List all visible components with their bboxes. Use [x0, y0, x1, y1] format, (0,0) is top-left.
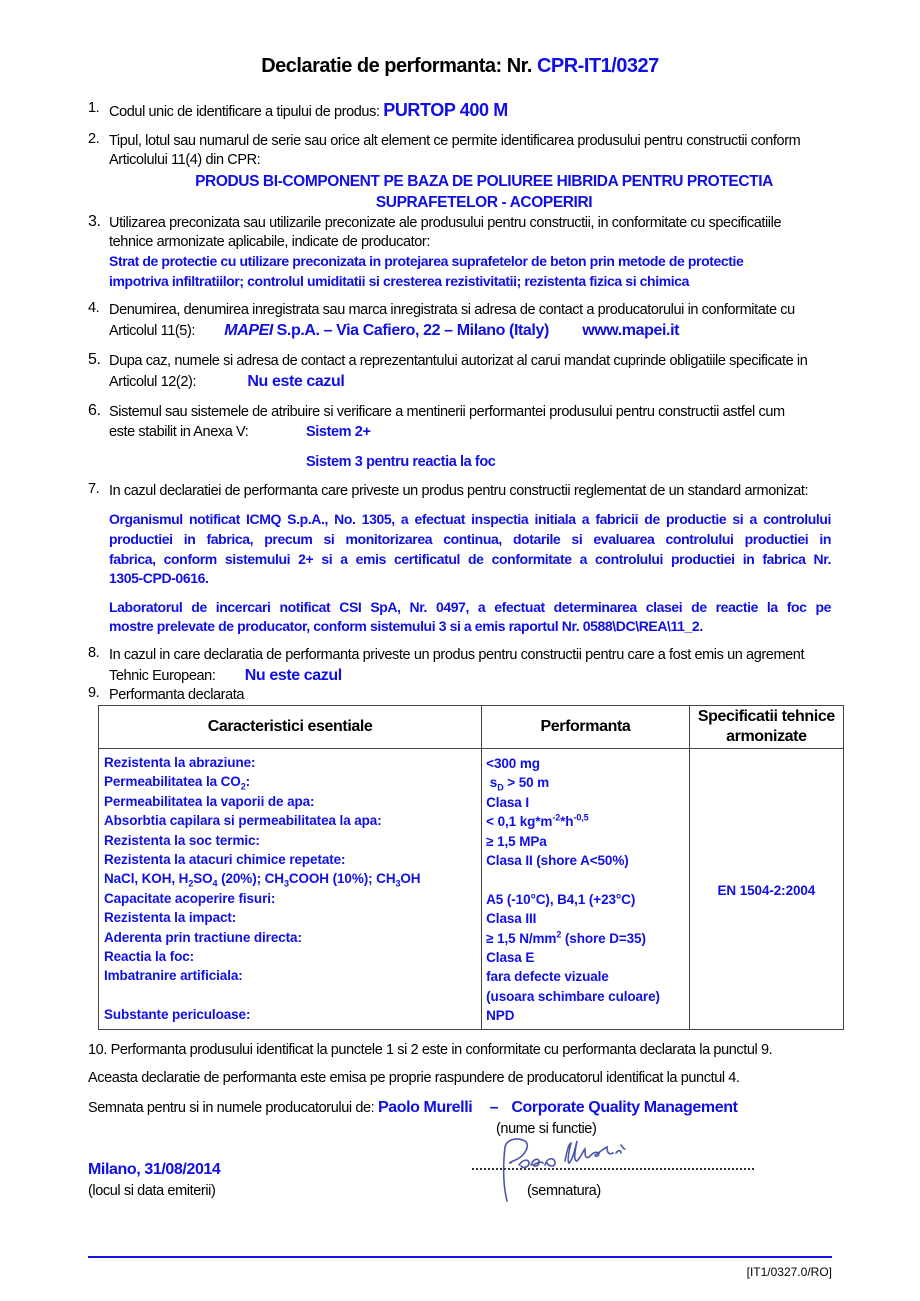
notified-body-para1-l4: 1305-CPD-0616.	[109, 570, 209, 586]
list-item: Rezistenta la atacuri chimice repetate:	[104, 851, 346, 867]
item-4-line1: Denumirea, denumirea inregistrata sau marca inregistrata si adresa de contact a producatorului in conformitate cu	[109, 302, 795, 318]
list-item: A5 (-10°C), B4,1 (+23°C)	[486, 891, 636, 907]
item-3-line1: Utilizarea preconizata sau utilizarile preconizate ale produsului pentru constructii, in conformitate cu specificatiile	[109, 215, 782, 231]
list-item: Rezistenta la abraziune:	[104, 755, 256, 770]
harmonised-standard: EN 1504-2:2004	[717, 883, 816, 898]
eta-value: Nu este cazul	[244, 667, 342, 684]
header-specification-line1: Specificatii tehnice	[697, 708, 835, 725]
product-code: PURTOP 400 M	[383, 100, 508, 120]
table-header-row	[99, 706, 844, 749]
list-item: ≥ 1,5 $N/mm^2$ (shore D=35)	[486, 929, 646, 946]
list-item: Reactia la foc:	[104, 948, 195, 964]
title-prefix: Declaratie de performanta: Nr.	[261, 55, 532, 77]
footer-divider	[88, 1256, 832, 1258]
table-row	[99, 749, 844, 1030]
signature-caption: (semnatura)	[527, 1183, 601, 1199]
performance-table	[98, 705, 844, 1030]
notified-lab-para2-l1: Laboratorul de incercari notificat CSI SpA, Nr. 0497, a efectuat determinarea clasei de reactie la foc pe	[109, 599, 831, 615]
item-6-number: 6.	[88, 402, 101, 419]
item-6-line2: este stabilit in Anexa V:	[109, 424, 249, 440]
specification-cell	[689, 749, 843, 1030]
product-type-line2: SUPRAFETELOR - ACOPERIRI	[375, 194, 593, 211]
item-4-label: Articolul 11(5):	[109, 323, 196, 339]
manufacturer-website: www.mapei.it	[582, 322, 680, 339]
intended-use-line2: impotriva infiltratiilor; controlul umiditatii si cresterea rezistivitatii; rezistenta fizica si chimica	[109, 273, 690, 289]
list-item	[486, 870, 689, 889]
name-caption: (nume si functie)	[496, 1121, 597, 1137]
item-2-number: 2.	[88, 131, 100, 147]
header-specification	[689, 706, 843, 749]
list-item: Clasa E	[486, 949, 535, 965]
item-1-number: 1.	[88, 100, 100, 116]
performance-list	[486, 754, 689, 1025]
avcp-system-1: Sistem 2+	[306, 424, 371, 440]
list-item: (usoara schimbare culoare)	[486, 988, 660, 1004]
list-item: Clasa II (shore A<50%)	[486, 852, 629, 868]
place-and-date: Milano, 31/08/2014	[88, 1161, 221, 1178]
place-and-date-caption: (locul si data emiterii)	[88, 1183, 216, 1199]
notified-body-para1-l2: productiei in fabrica, precum si monitorizarea continua, dotarile si evaluarea controlului productiei in	[109, 531, 831, 547]
responsibility-statement: Aceasta declaratie de performanta este emisa pe proprie raspundere de producatorul identificat la punctul 4.	[88, 1070, 740, 1086]
header-performance: Performanta	[482, 706, 690, 749]
list-item: Rezistenta la impact:	[104, 910, 237, 926]
item-5-number: 5.	[88, 351, 101, 368]
item-4-line2	[109, 320, 679, 342]
list-item: Permeabilitatea la vaporii de apa:	[104, 793, 315, 809]
list-item: NaCl, KOH, $H_2SO_4$ (20%); $CH_3COOH$ (10%); $CH_3OH$	[104, 871, 421, 890]
item-1	[109, 100, 508, 123]
header-specification-line2: armonizate	[726, 728, 807, 745]
list-item: ≥ 1,5 MPa	[486, 833, 547, 849]
notified-body-para1-l1: Organismul notificat ICMQ S.p.A., No. 1305, a efectuat inspectia initiala a fabricii de productie si a controlului	[109, 511, 831, 527]
avcp-system-2: Sistem 3 pentru reactia la foc	[306, 454, 496, 470]
product-type-line1: PRODUS BI-COMPONENT PE BAZA DE POLIUREE HIBRIDA PENTRU PROTECTIA	[195, 173, 773, 190]
list-item: $s_D > 50$ m	[486, 775, 550, 794]
notified-body-para1-l3: fabrica, conform sistemului 2+ si a emis certificatul de conformitate a controlului productiei in fabrica Nr.	[109, 551, 831, 567]
list-item: <300 mg	[486, 756, 540, 771]
document-title	[0, 55, 920, 78]
document-reference: [IT1/0327.0/RO]	[746, 1265, 832, 1279]
item-5-label: Articolul 12(2):	[109, 374, 197, 390]
characteristics-list	[104, 753, 481, 1024]
list-item: Clasa I	[486, 794, 529, 810]
signer-dash: –	[489, 1099, 499, 1116]
item-9-number: 9.	[88, 685, 100, 701]
declaration-number: CPR-IT1/0327	[536, 55, 659, 77]
list-item: NPD	[486, 1008, 515, 1024]
signed-label: Semnata pentru si in numele producatorului de:	[88, 1100, 375, 1116]
item-1-label: Codul unic de identificare a tipului de produs:	[109, 104, 380, 120]
signed-line	[88, 1097, 738, 1119]
list-item: Capacitate acoperire fisuri:	[104, 890, 276, 906]
item-5-line1: Dupa caz, numele si adresa de contact a reprezentantului autorizat al carui mandat cuprinde obligatiile specificate in	[109, 353, 808, 369]
item-8-line2	[109, 665, 342, 687]
signer-name: Paolo Murelli	[377, 1099, 473, 1116]
item-10-text: Performanta produsului identificat la punctele 1 si 2 este in conformitate cu performanta declarata la punctul 9.	[110, 1042, 773, 1058]
item-10	[88, 1040, 772, 1061]
item-5-line2	[109, 371, 344, 393]
item-8-number: 8.	[88, 645, 100, 661]
item-2-line2: Articolului 11(4) din CPR:	[109, 152, 261, 168]
list-item: Absorbtia capilara si permeabilitatea la apa:	[104, 813, 382, 829]
item-2-line1: Tipul, lotul sau numarul de serie sau orice alt element ce permite identificarea produsului pentru constructii conform	[109, 133, 801, 149]
item-3-line2: tehnice armonizate aplicabile, indicate de producator:	[109, 234, 430, 250]
item-7-line1: In cazul declaratiei de performanta care priveste un produs pentru constructii reglementat de un standard armonizat:	[109, 483, 809, 499]
item-6-line1: Sistemul sau sistemele de atribuire si verificare a mentinerii performantei produsului pentru constructii astfel cum	[109, 404, 785, 420]
item-7-number: 7.	[88, 481, 100, 497]
item-10-number: 10.	[88, 1042, 107, 1058]
item-8-line1: In cazul in care declaratia de performanta priveste un produs pentru constructii pentru care a fost emis un agrement	[109, 647, 805, 663]
list-item: < 0,1 $kg*m^{-2}*h^{-0,5}$	[486, 812, 589, 830]
notified-lab-para2-l2: mostre prelevate de producator, conform sistemului 3 si a emis raportul Nr. 0588\DC\REA\11_2.	[109, 618, 703, 634]
item-9-label: Performanta declarata	[109, 687, 245, 703]
list-item: Substante periculoase:	[104, 1007, 251, 1023]
intended-use-line1: Strat de protectie cu utilizare preconizata in protejarea suprafetelor de beton prin metode de protectie	[109, 253, 744, 269]
authorised-rep-value: Nu este cazul	[247, 373, 345, 390]
list-item: Rezistenta la soc termic:	[104, 832, 260, 848]
characteristics-cell	[99, 749, 482, 1030]
header-characteristics: Caracteristici esentiale	[99, 706, 482, 749]
signer-role: Corporate Quality Management	[511, 1099, 738, 1116]
item-3-number: 3.	[88, 213, 101, 230]
list-item: Permeabilitatea la $CO_2$:	[104, 774, 251, 793]
list-item: Clasa III	[486, 911, 537, 927]
manufacturer-brand: MAPEI	[224, 322, 273, 339]
list-item: Imbatranire artificiala:	[104, 968, 243, 984]
list-item: Aderenta prin tractiune directa:	[104, 929, 302, 945]
list-item: fara defecte vizuale	[486, 969, 609, 985]
list-item	[104, 986, 481, 1005]
performance-cell	[482, 749, 690, 1030]
item-8-label: Tehnic European:	[109, 668, 216, 684]
item-4-number: 4.	[88, 300, 100, 316]
manufacturer-address: S.p.A. – Via Cafiero, 22 – Milano (Italy)	[276, 322, 549, 339]
